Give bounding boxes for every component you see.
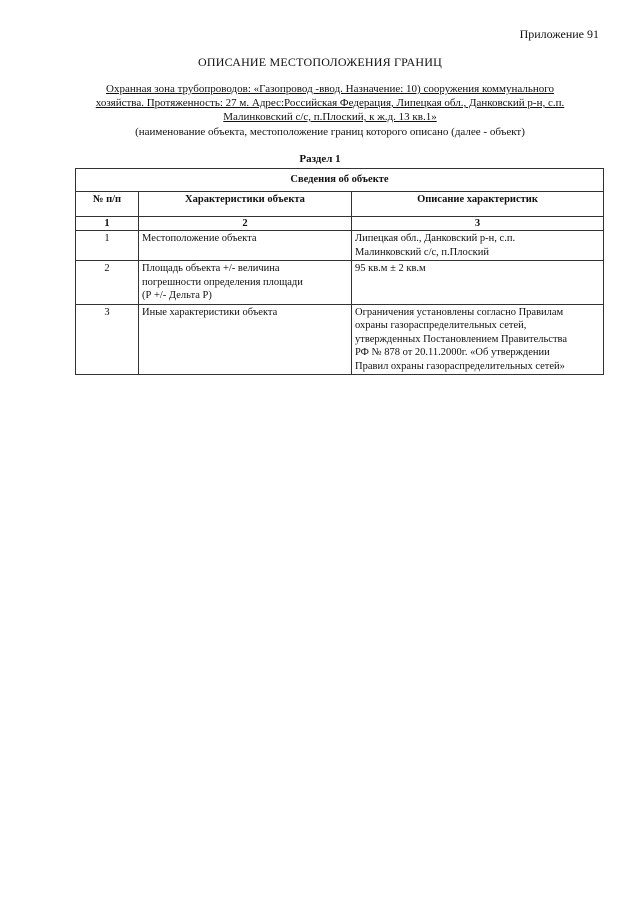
column-number-row [76, 217, 604, 231]
row-description [352, 304, 604, 375]
table-caption: Сведения об объекте [76, 169, 604, 192]
object-name-line: хозяйства. Протяженность: 27 м. Адрес:Российская Федерация, Липецкая обл., Данковский р-н, с.п. [95, 97, 565, 109]
object-name-line: Малинковский с/с, п.Плоский, к ж.д. 13 кв.1» [223, 111, 437, 123]
cell-line: Малинковский с/с, п.Плоский [355, 246, 489, 258]
row-number: 1 [76, 231, 139, 261]
row-description [352, 261, 604, 305]
object-note: (наименование объекта, местоположение границ которого описано (далее - объект) [135, 126, 525, 138]
row-description [352, 231, 604, 261]
cell-line: Площадь объекта +/- величина [142, 263, 280, 274]
row-number: 3 [76, 304, 139, 375]
table-caption-row [76, 169, 604, 192]
table-row [76, 231, 604, 261]
object-name-line: Охранная зона трубопроводов: «Газопровод -ввод. Назначение: 10) сооружения коммунального [106, 83, 554, 95]
cell-line: 95 кв.м ± 2 кв.м [355, 263, 426, 274]
section-label: Раздел 1 [299, 153, 341, 165]
cell-line: Липецкая обл., Данковский р-н, с.п. [355, 233, 516, 244]
object-name [80, 82, 580, 124]
column-number: 2 [139, 217, 352, 231]
column-number: 1 [76, 217, 139, 231]
document-title: ОПИСАНИЕ МЕСТОПОЛОЖЕНИЯ ГРАНИЦ [198, 55, 442, 69]
cell-line: (Р +/- Дельта Р) [142, 290, 212, 301]
cell-line: РФ № 878 от 20.11.2000г. «Об утверждении [355, 347, 550, 358]
row-characteristic [139, 304, 352, 375]
column-header-characteristic: Характеристики объекта [139, 192, 352, 217]
table-row [76, 261, 604, 305]
row-characteristic [139, 231, 352, 261]
cell-line: погрешности определения площади [142, 276, 303, 288]
table-header-row [76, 192, 604, 217]
column-header-description: Описание характеристик [352, 192, 604, 217]
cell-line: Правил охраны газораспределительных сетей» [355, 360, 565, 372]
appendix-label: Приложение 91 [519, 27, 599, 41]
cell-line: Местоположение объекта [142, 233, 257, 244]
column-number: 3 [352, 217, 604, 231]
row-characteristic [139, 261, 352, 305]
cell-line: Иные характеристики объекта [142, 306, 278, 318]
object-info-table [75, 168, 604, 375]
cell-line: утвержденных Постановлением Правительства [355, 333, 568, 345]
cell-line: охраны газораспределительных сетей, [355, 320, 527, 331]
table-row [76, 304, 604, 375]
column-header-num: № п/п [76, 192, 139, 217]
cell-line: Ограничения установлены согласно Правилам [355, 306, 564, 318]
row-number: 2 [76, 261, 139, 305]
